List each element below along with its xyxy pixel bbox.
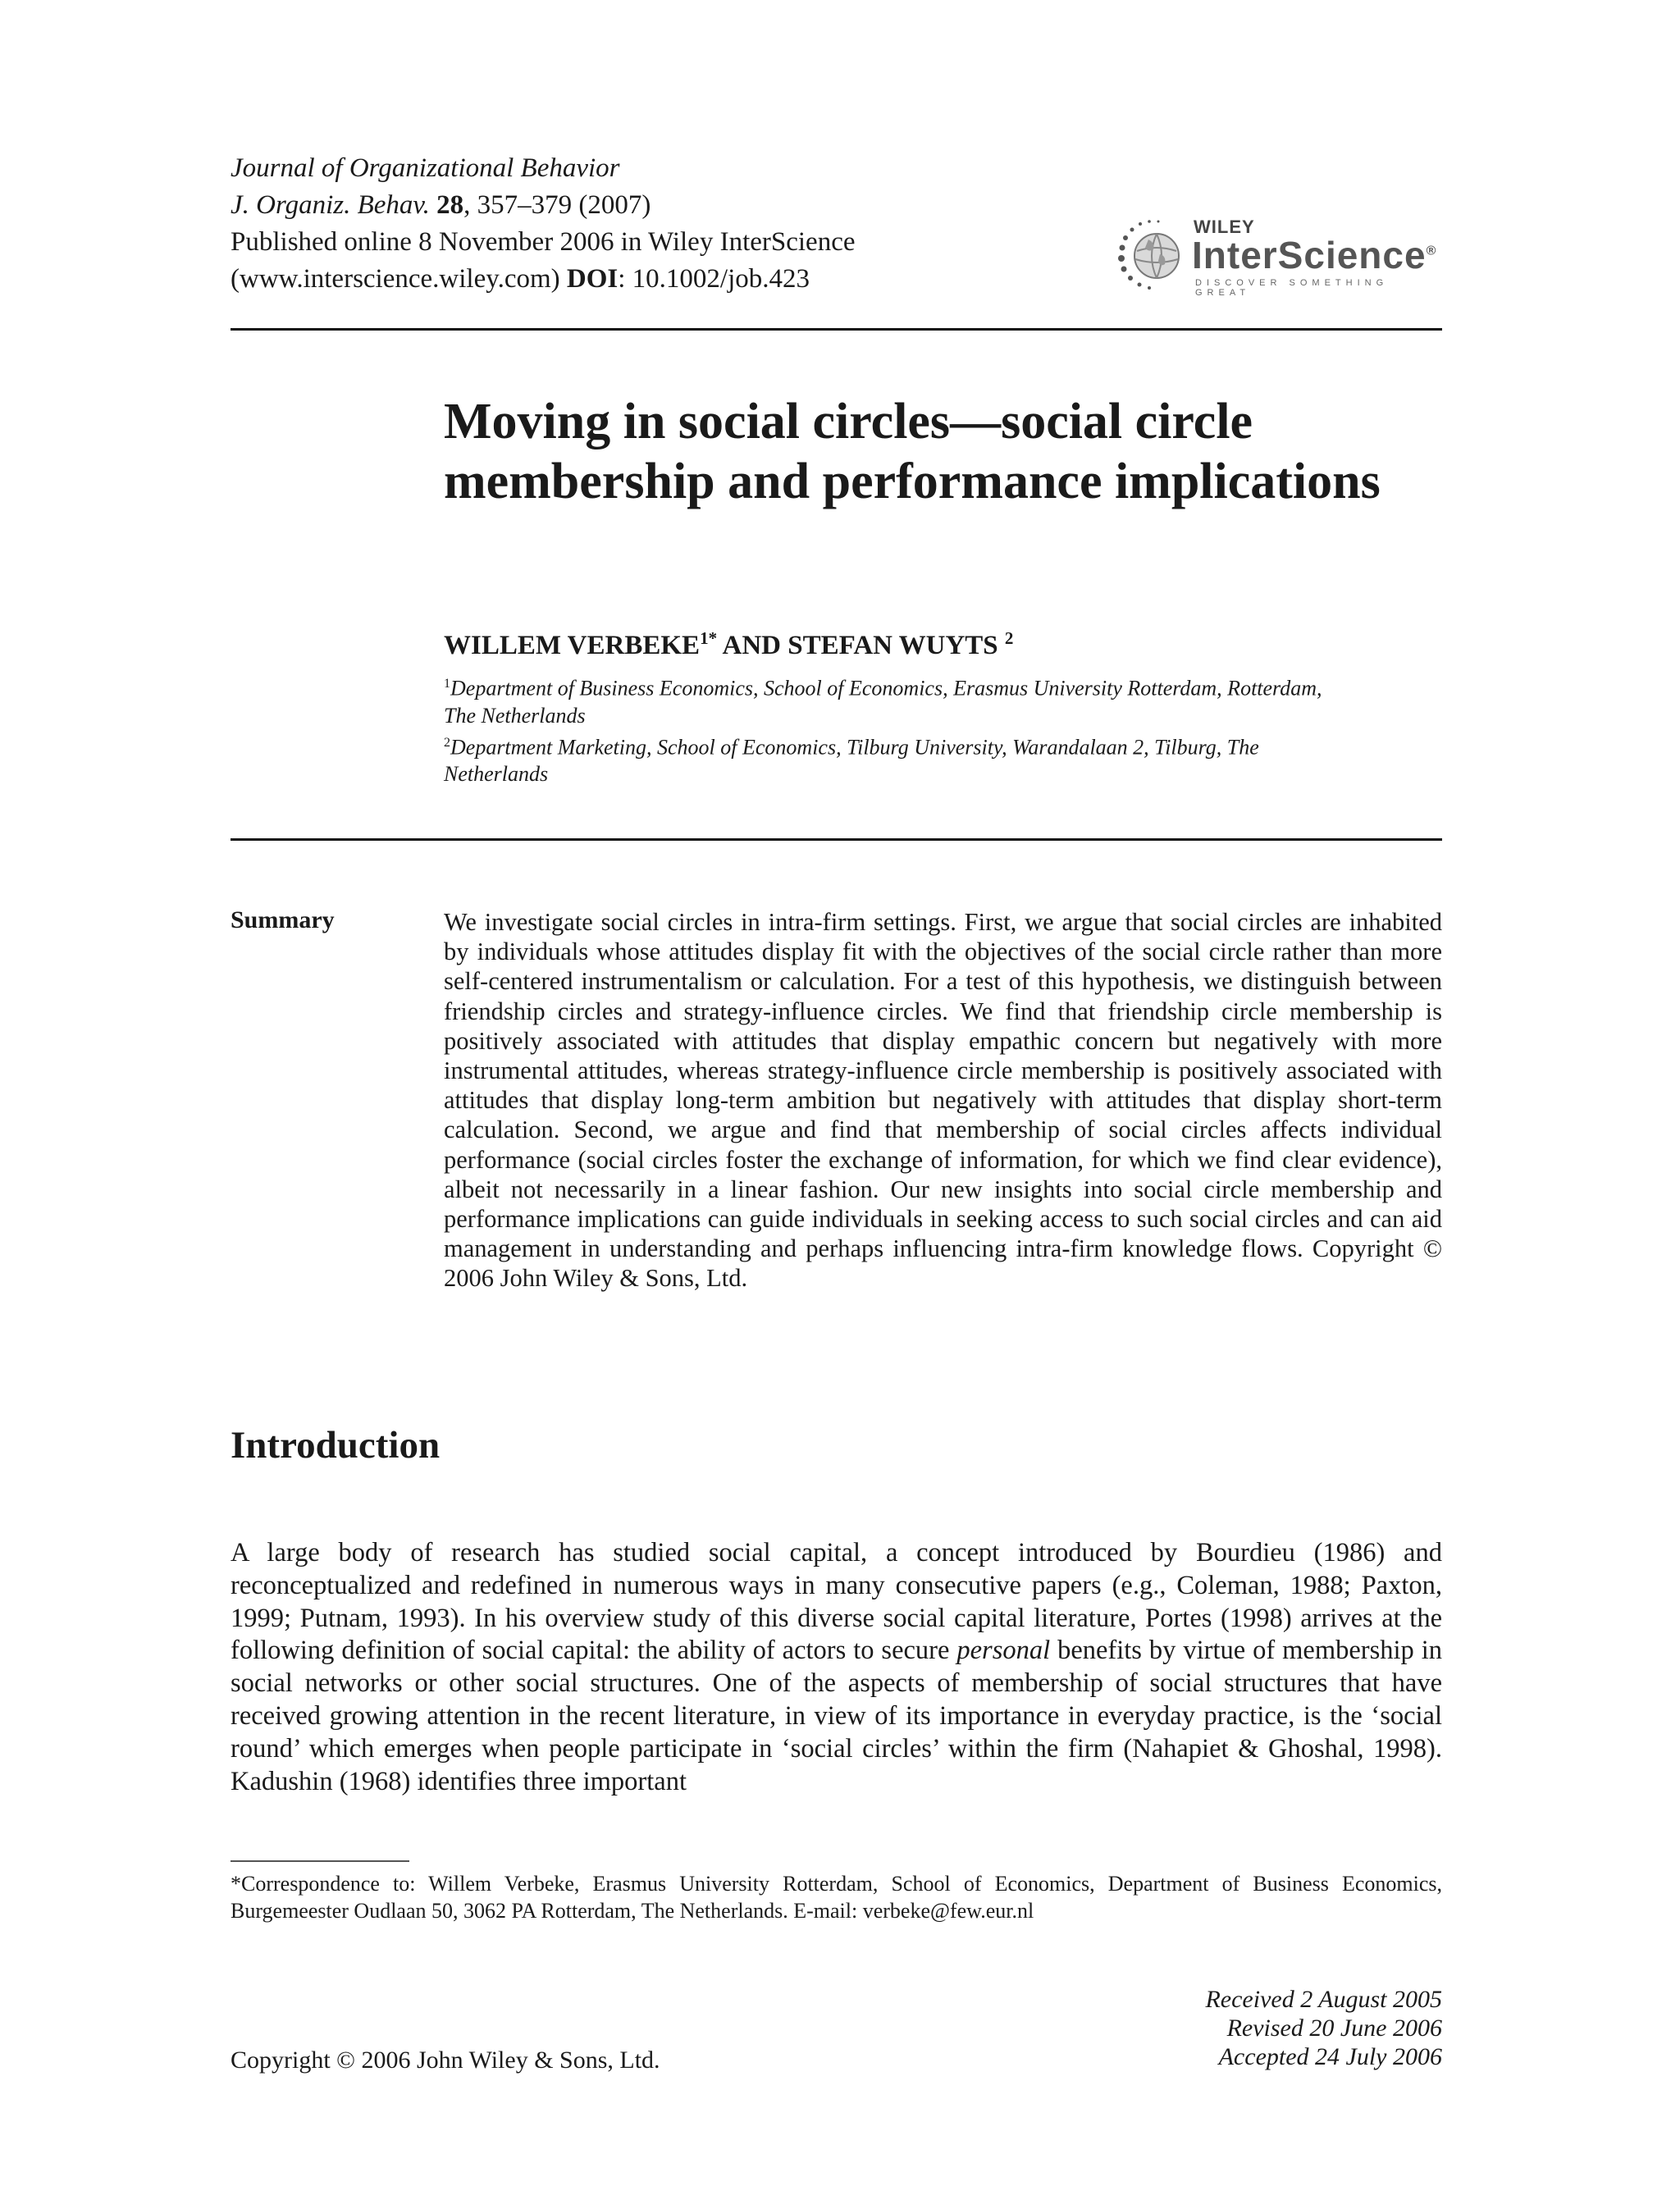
- footnote-rule: [231, 1860, 409, 1862]
- introduction-heading: Introduction: [231, 1424, 441, 1467]
- doi-value[interactable]: : 10.1002/job.423: [618, 264, 810, 294]
- url-doi-line: [231, 261, 855, 298]
- article-title: Moving in social circles—social circle membership and performance implications: [444, 394, 1381, 509]
- wiley-interscience-logo: [1116, 215, 1444, 298]
- intro-text-part2: benefits by virtue of membership in social networks or other social structures. One of the aspects of membership of social structures that have received growing attention in the recent literature, in view of its importance in everyday practice, is the ‘social round’ which emerges when people participate in ‘social circles’ within the firm (Nahapiet & Ghoshal, 1998). Kadushin (1968) identifies three important: [231, 1636, 1442, 1796]
- affiliation-2-text: Department Marketing, School of Economics, Tilburg University, Warandalaan 2, Tilburg, The Netherlands: [444, 735, 1259, 787]
- brand-text: InterScience: [1192, 234, 1427, 276]
- wiley-wordmark: WILEY: [1194, 217, 1255, 237]
- author-1: WILLEM VERBEKE: [444, 631, 701, 660]
- author-1-sup: 1*: [700, 628, 718, 648]
- summary-text: We investigate social circles in intra-firm settings. First, we argue that social circles are inhabited by individuals whose attitudes display fit with the objectives of the social circle rather than more self-centered instrumentalism or calculation. For a test of this hypothesis, we distinguish between friendship circles and strategy-influence circles. We find that friendship circle membership is positively associated with attitudes that display empathic concern but negatively with more instrumental attitudes, whereas strategy-influence circle membership is positively associated with attitudes that display long-term ambition but negatively with attitudes that display short-term calculation. Second, we argue and find that membership of social circles affects individual performance (social circles foster the exchange of information, for which we find clear evidence), albeit not necessarily in a linear fashion. Our new insights into social circle membership and performance implications can guide individuals in seeking access to such social circles and can aid management in understanding and perhaps influencing intra-firm knowledge flows. Copyright © 2006 John Wiley & Sons, Ltd.: [444, 908, 1442, 1293]
- citation-volume: 28: [436, 190, 464, 220]
- globe-icon: [1116, 215, 1191, 293]
- article-dates: [1066, 1985, 1442, 2071]
- header-rule: [231, 328, 1442, 331]
- doi-label: DOI: [566, 264, 619, 294]
- affiliation-2: [444, 729, 1330, 788]
- interscience-wordmark: [1192, 233, 1436, 277]
- correspondence-footnote: *Correspondence to: Willem Verbeke, Erasmus University Rotterdam, School of Economics, Department of Business Economics, Burgemeester Oudlaan 50, 3062 PA Rotterdam, The Netherlands. E-mail: verbeke@few.eur.nl: [231, 1872, 1442, 1923]
- revised-date: Revised 20 June 2006: [1226, 2015, 1442, 2042]
- published-line: Published online 8 November 2006 in Wiley InterScience: [231, 227, 856, 257]
- logo-tagline: DISCOVER SOMETHING GREAT: [1195, 278, 1389, 298]
- copyright-notice: Copyright © 2006 John Wiley & Sons, Ltd.: [231, 2047, 660, 2074]
- citation-abbrev: J. Organiz. Behav.: [231, 190, 430, 220]
- registered-mark: ®: [1426, 244, 1437, 258]
- intro-text-italic: personal: [956, 1636, 1051, 1666]
- author-line: [444, 628, 1013, 661]
- author-2: AND STEFAN WUYTS: [717, 631, 998, 660]
- journal-header: [231, 150, 855, 298]
- citation-line: [231, 187, 855, 224]
- affiliations: [444, 670, 1330, 787]
- affiliation-1-text: Department of Business Economics, School of Economics, Erasmus University Rotterdam, Rotterdam, The Netherlands: [444, 676, 1322, 728]
- citation-pages: , 357–379 (2007): [463, 190, 651, 220]
- accepted-date: Accepted 24 July 2006: [1218, 2043, 1442, 2070]
- affiliation-1-num: 1: [444, 677, 450, 691]
- summary-rule: [231, 838, 1442, 841]
- journal-url[interactable]: (www.interscience.wiley.com): [231, 264, 560, 294]
- introduction-paragraph: [231, 1537, 1442, 1798]
- affiliation-1: [444, 670, 1330, 729]
- summary-label: Summary: [231, 906, 335, 933]
- intro-text-part1: A large body of research has studied social capital, a concept introduced by Bourdieu (1986) and reconceptualized and redefined in numerous ways in many consecutive papers (e.g., Coleman, 1988; Paxton, 1999; Putnam, 1993). In his overview study of this diverse social capital literature, Portes (1998) arrives at the following definition of social capital: the ability of actors to secure: [231, 1538, 1442, 1666]
- received-date: Received 2 August 2005: [1205, 1986, 1442, 2013]
- author-2-sup: 2: [1004, 628, 1014, 648]
- affiliation-2-num: 2: [444, 735, 450, 750]
- journal-name: Journal of Organizational Behavior: [231, 153, 620, 183]
